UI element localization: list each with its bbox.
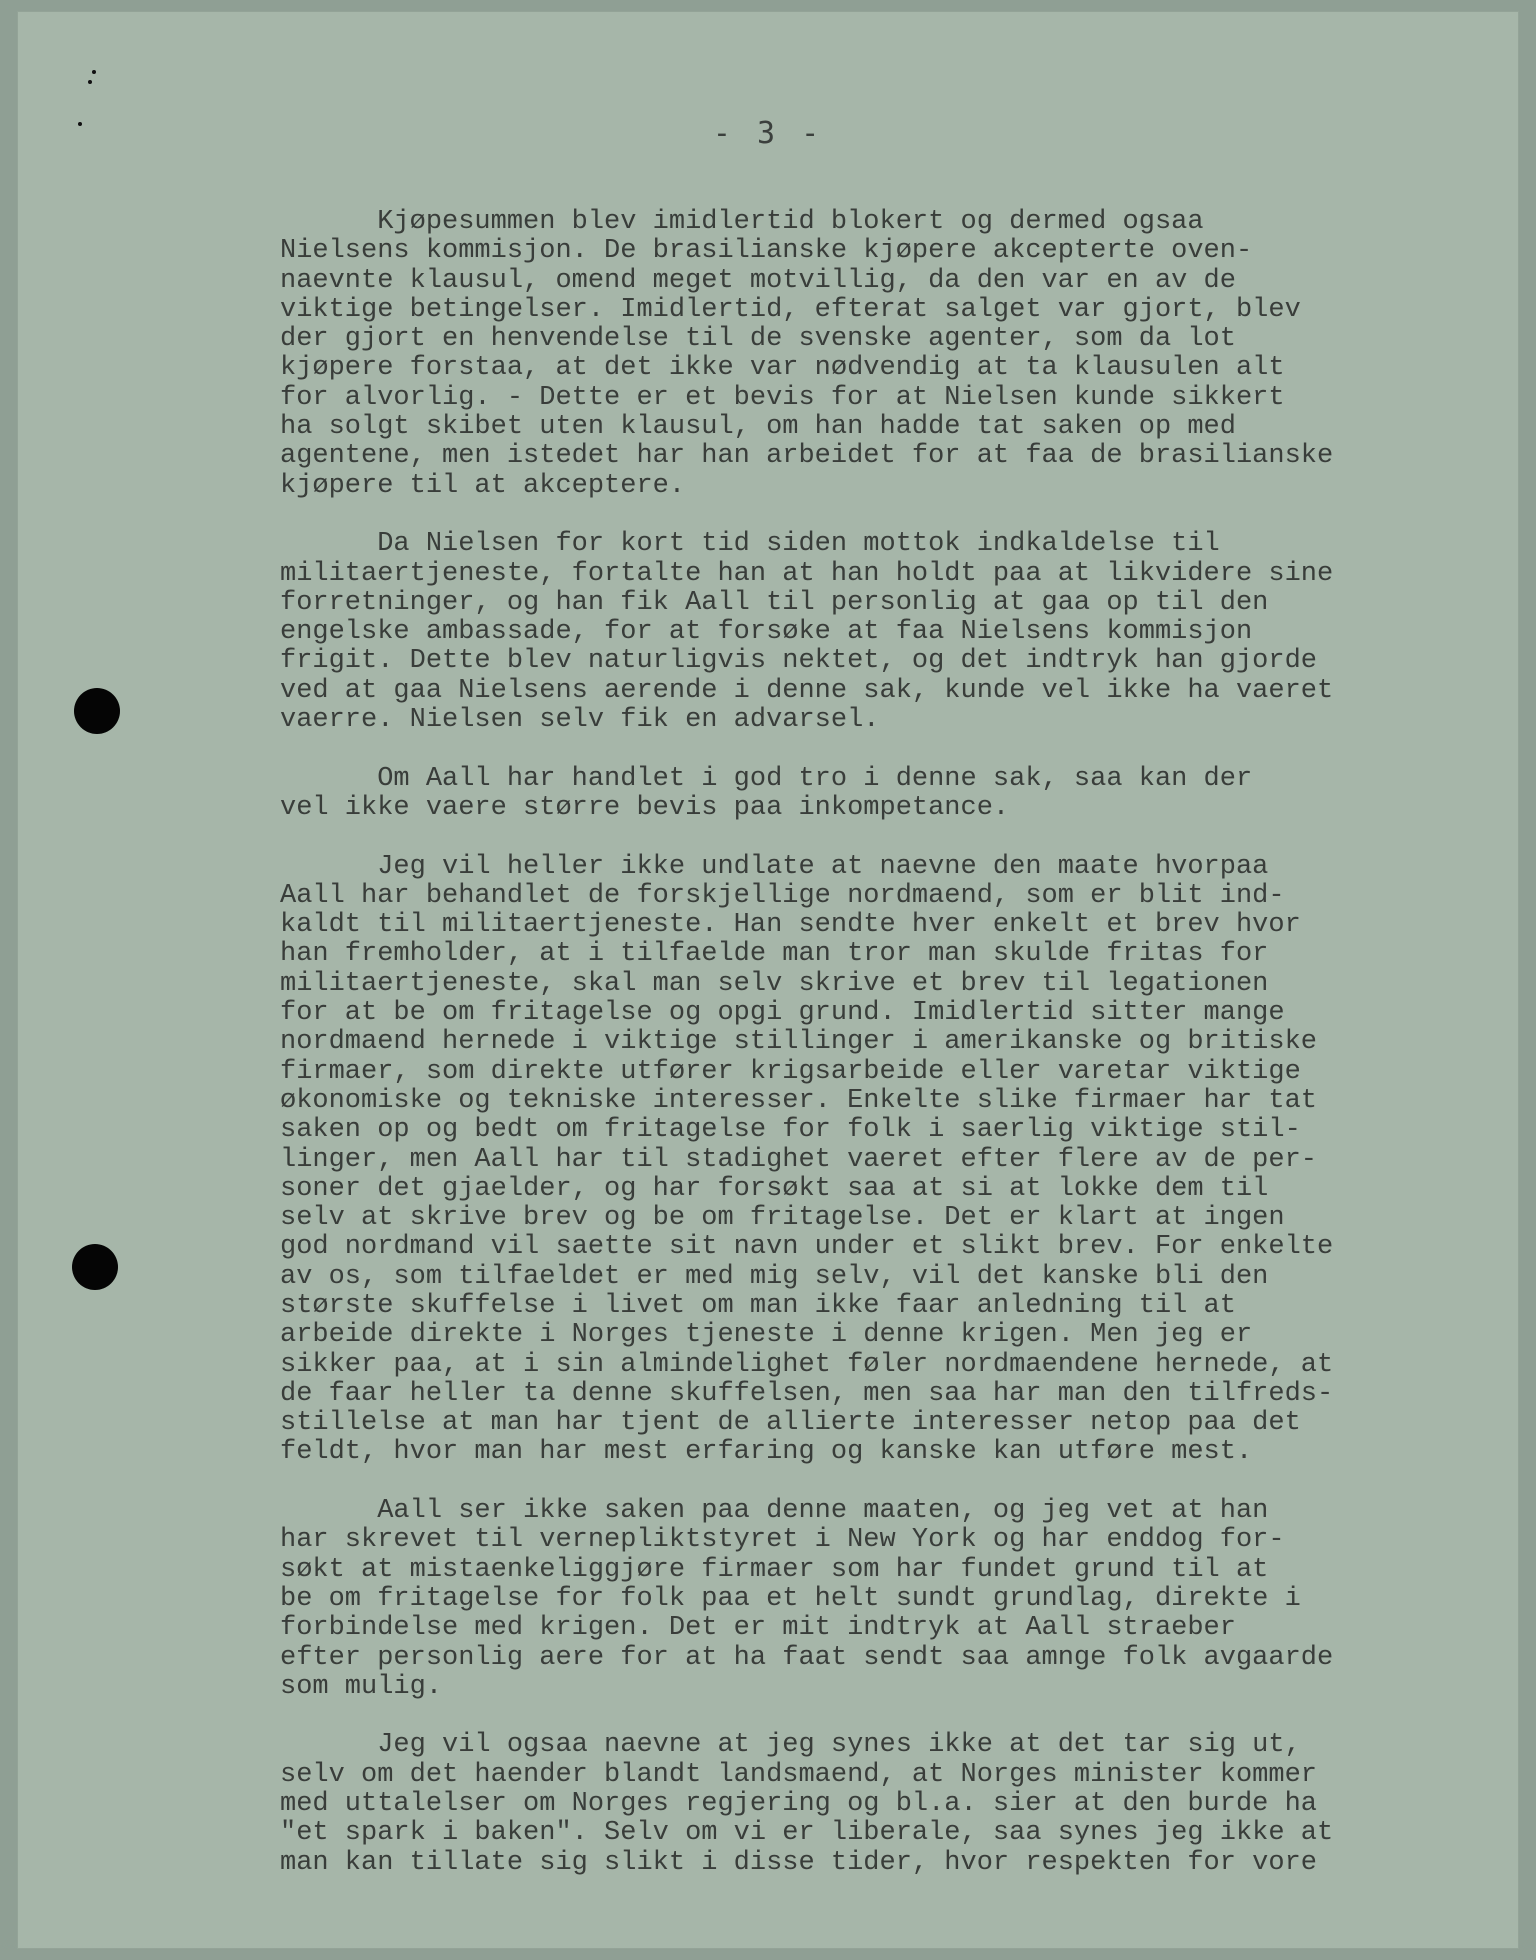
document-page — [18, 12, 1518, 1948]
text-line: han fremholder, at i tilfaelde man tror man skulde fritas for — [280, 939, 1269, 970]
ink-speck — [92, 70, 96, 74]
text-line: for at be om fritagelse og opgi grund. Imidlertid sitter mange — [280, 998, 1285, 1029]
paragraph — [280, 1497, 1460, 1702]
text-line: søkt at mistaenkeliggjøre firmaer som har fundet grund til at — [280, 1554, 1269, 1585]
text-line: forbindelse med krigen. Det er mit indtryk at Aall straeber — [280, 1613, 1236, 1644]
text-line: med uttalelser om Norges regjering og bl.a. sier at den burde ha — [280, 1789, 1317, 1820]
text-line: viktige betingelser. Imidlertid, efterat salget var gjort, blev — [280, 294, 1301, 325]
text-line: militaertjeneste, skal man selv skrive et brev til legationen — [280, 968, 1269, 999]
text-line: god nordmand vil saette sit navn under et slikt brev. For enkelte — [280, 1232, 1334, 1263]
text-line: engelske ambassade, for at forsøke at faa Nielsens kommisjon — [280, 617, 1253, 648]
paragraph — [280, 765, 1460, 824]
paragraph — [280, 853, 1460, 1468]
text-line: har skrevet til vernepliktstyret i New York og har enddog for- — [280, 1525, 1285, 1556]
text-line: frigit. Dette blev naturligvis nektet, og det indtryk han gjorde — [280, 646, 1317, 677]
text-line: man kan tillate sig slikt i disse tider, hvor respekten for vore — [280, 1847, 1317, 1878]
letter-body — [280, 208, 1460, 1907]
paragraph — [280, 1731, 1460, 1877]
text-line: arbeide direkte i Norges tjeneste i denne krigen. Men jeg er — [280, 1320, 1253, 1351]
text-line: Aall ser ikke saken paa denne maaten, og jeg vet at han — [280, 1496, 1269, 1527]
text-line: økonomiske og tekniske interesser. Enkelte slike firmaer har tat — [280, 1085, 1317, 1116]
text-line: Nielsens kommisjon. De brasilianske kjøpere akcepterte oven- — [280, 236, 1253, 267]
text-line: Om Aall har handlet i god tro i denne sak, saa kan der — [280, 763, 1253, 794]
text-line: forretninger, og han fik Aall til personlig at gaa op til den — [280, 587, 1269, 618]
text-line: Da Nielsen for kort tid siden mottok indkaldelse til — [280, 529, 1220, 560]
text-line: ha solgt skibet uten klausul, om han hadde tat saken op med — [280, 412, 1236, 443]
text-line: agentene, men istedet har han arbeidet for at faa de brasilianske — [280, 441, 1334, 472]
text-line: selv at skrive brev og be om fritagelse. Det er klart at ingen — [280, 1203, 1285, 1234]
text-line: kjøpere til at akceptere. — [280, 470, 686, 501]
text-line: vel ikke vaere større bevis paa inkompetance. — [280, 792, 1010, 823]
text-line: Aall har behandlet de forskjellige nordmaend, som er blit ind- — [280, 880, 1285, 911]
punch-hole-upper — [74, 688, 120, 734]
text-line: av os, som tilfaeldet er med mig selv, vil det kanske bli den — [280, 1261, 1269, 1292]
text-line: nordmaend hernede i viktige stillinger i amerikanske og britiske — [280, 1027, 1317, 1058]
paragraph — [280, 208, 1460, 501]
punch-hole-lower — [72, 1244, 118, 1290]
text-line: saken op og bedt om fritagelse for folk i saerlig viktige stil- — [280, 1115, 1301, 1146]
text-line: selv om det haender blandt landsmaend, at Norges minister kommer — [280, 1759, 1317, 1790]
text-line: Jeg vil heller ikke undlate at naevne den maate hvorpaa — [280, 851, 1269, 882]
ink-speck — [88, 80, 92, 84]
text-line: efter personlig aere for at ha faat sendt saa amnge folk avgaarde — [280, 1642, 1334, 1673]
text-line: Kjøpesummen blev imidlertid blokert og dermed ogsaa — [280, 207, 1204, 237]
text-line: militaertjeneste, fortalte han at han holdt paa at likvidere sine — [280, 558, 1334, 589]
text-line: feldt, hvor man har mest erfaring og kanske kan utføre mest. — [280, 1437, 1253, 1468]
text-line: "et spark i baken". Selv om vi er liberale, saa synes jeg ikke at — [280, 1818, 1334, 1849]
text-line: største skuffelse i livet om man ikke faar anledning til at — [280, 1290, 1236, 1321]
text-line: be om fritagelse for folk paa et helt sundt grundlag, direkte i — [280, 1583, 1301, 1614]
text-line: naevnte klausul, omend meget motvillig, da den var en av de — [280, 265, 1236, 296]
text-line: firmaer, som direkte utfører krigsarbeide eller varetar viktige — [280, 1056, 1301, 1087]
page-number: - 3 - — [712, 116, 824, 151]
text-line: vaerre. Nielsen selv fik en advarsel. — [280, 705, 880, 736]
text-line: kjøpere forstaa, at det ikke var nødvendig at ta klausulen alt — [280, 353, 1285, 384]
text-line: soner det gjaelder, og har forsøkt saa at si at lokke dem til — [280, 1173, 1269, 1204]
text-line: som mulig. — [280, 1671, 443, 1702]
text-line: for alvorlig. - Dette er et bevis for at Nielsen kunde sikkert — [280, 382, 1285, 413]
text-line: stillelse at man har tjent de allierte interesser netop paa det — [280, 1408, 1301, 1439]
text-line: kaldt til militaertjeneste. Han sendte hver enkelt et brev hvor — [280, 910, 1301, 941]
text-line: sikker paa, at i sin almindelighet føler nordmaendene hernede, at — [280, 1349, 1334, 1380]
text-line: linger, men Aall har til stadighet vaeret efter flere av de per- — [280, 1144, 1317, 1175]
text-line: de faar heller ta denne skuffelsen, men saa har man den tilfreds- — [280, 1378, 1334, 1409]
text-line: Jeg vil ogsaa naevne at jeg synes ikke at det tar sig ut, — [280, 1730, 1301, 1761]
text-line: der gjort en henvendelse til de svenske agenter, som da lot — [280, 324, 1236, 355]
text-line: ved at gaa Nielsens aerende i denne sak, kunde vel ikke ha vaeret — [280, 675, 1334, 706]
paragraph — [280, 530, 1460, 735]
